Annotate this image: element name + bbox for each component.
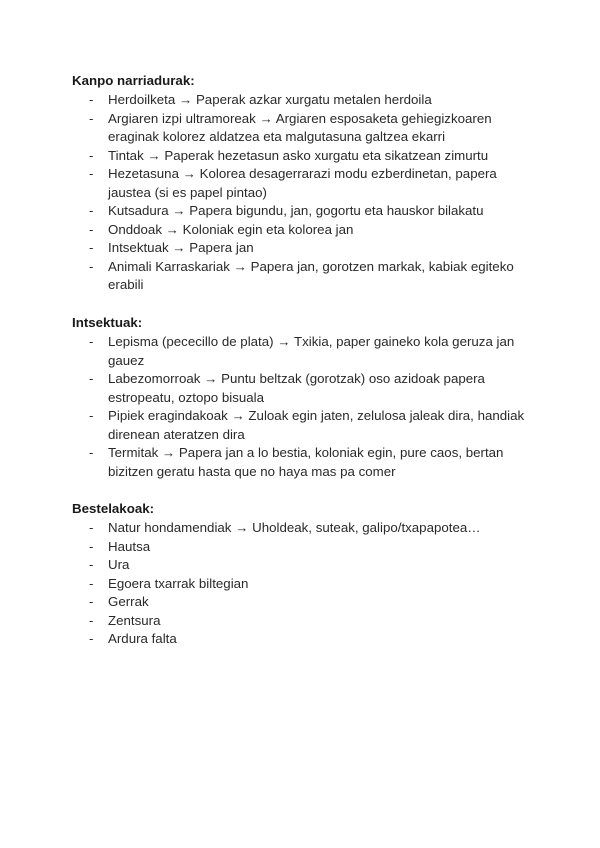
- list-item: - Labezomorroak → Puntu beltzak (gorotzak) oso azidoak papera estropeatu, oztopo bisuala: [72, 370, 542, 407]
- section-bestelakoak: [72, 500, 542, 649]
- section-title: Intsektuak:: [72, 315, 143, 330]
- list-item: - Ura: [72, 556, 542, 575]
- list-item: - Hautsa: [72, 538, 542, 557]
- list-item: - Gerrak: [72, 593, 542, 612]
- list-item: - Hezetasuna → Kolorea desagerrarazi modu ezberdinetan, papera jaustea (si es papel pintao): [72, 165, 542, 202]
- list-item: - Natur hondamendiak → Uholdeak, suteak, galipo/txapapotea…: [72, 519, 542, 538]
- list-item: - Herdoilketa → Paperak azkar xurgatu metalen herdoila: [72, 91, 542, 110]
- bullet-list: [72, 519, 542, 649]
- section-intsektuak: [72, 314, 542, 481]
- bullet-list: [72, 333, 542, 481]
- list-item: - Termitak → Papera jan a lo bestia, koloniak egin, pure caos, bertan bizitzen geratu hasta que no haya mas pa comer: [72, 444, 542, 481]
- list-item: - Pipiek eragindakoak → Zuloak egin jaten, zelulosa jaleak dira, handiak direnean ateratzen dira: [72, 407, 542, 444]
- section-kanpo-narriadurak: [72, 72, 542, 295]
- bullet-list: [72, 91, 542, 295]
- list-item: - Animali Karraskariak → Papera jan, gorotzen markak, kabiak egiteko erabili: [72, 258, 542, 295]
- list-item: - Lepisma (pececillo de plata) → Txikia, paper gaineko kola geruza jan gauez: [72, 333, 542, 370]
- list-item: - Intsektuak → Papera jan: [72, 239, 542, 258]
- list-item: - Kutsadura → Papera bigundu, jan, gogortu eta hauskor bilakatu: [72, 202, 542, 221]
- list-item: - Tintak → Paperak hezetasun asko xurgatu eta sikatzean zimurtu: [72, 147, 542, 166]
- section-title: Kanpo narriadurak:: [72, 73, 195, 88]
- list-item: - Egoera txarrak biltegian: [72, 575, 542, 594]
- list-item: - Argiaren izpi ultramoreak → Argiaren esposaketa gehiegizkoaren eraginak kolorez aldatzea eta malgutasuna galtzea ekarri: [72, 110, 542, 147]
- section-title: Bestelakoak:: [72, 501, 155, 516]
- list-item: - Zentsura: [72, 612, 542, 631]
- list-item: - Ardura falta: [72, 630, 542, 649]
- list-item: - Onddoak → Koloniak egin eta kolorea jan: [72, 221, 542, 240]
